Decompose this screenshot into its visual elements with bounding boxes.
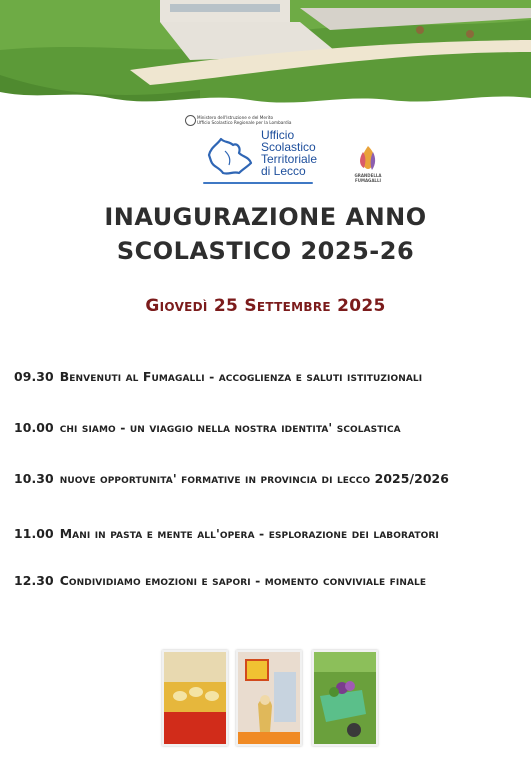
ministry-line: Ministero dell'Istruzione e del Merito [197, 115, 274, 120]
lombardy-map-icon [203, 127, 261, 185]
photo-table-setting [162, 650, 228, 746]
title-line: INAUGURAZIONE ANNO [104, 203, 427, 231]
schedule-item [14, 526, 439, 541]
schedule-item [14, 471, 449, 486]
ministry-header [197, 115, 307, 125]
event-title [0, 200, 531, 268]
office-name: Ufficio Scolastico Territoriale di Lecco [261, 128, 318, 178]
hero-campus-photo [0, 0, 531, 110]
fumagalli-logo [346, 144, 390, 194]
schedule-time: 10.00 [14, 420, 54, 435]
schedule-item [14, 420, 401, 435]
logo-underline [203, 182, 313, 184]
photo-classroom-art [236, 650, 302, 746]
schedule-time: 12.30 [14, 573, 54, 588]
schedule-text: nuove opportunita' formative in provincia di lecco 2025/2026 [59, 471, 450, 486]
photo-garden-wheelbarrow [312, 650, 378, 746]
schedule-item [14, 369, 422, 384]
logos-row [0, 110, 531, 190]
schedule-text: Mani in pasta e mente all'opera - esplorazione dei laboratori [59, 526, 439, 541]
schedule-time: 09.30 [14, 369, 54, 384]
ufficio-scolastico-logo [183, 115, 323, 189]
title-line: SCOLASTICO 2025-26 [116, 237, 415, 265]
event-date: Giovedì 25 Settembre 2025 [145, 296, 386, 316]
partner-name: GRANDELLA FUMAGALLI [354, 173, 382, 183]
ministry-line: Ufficio Scolastico Regionale per la Lombardia [197, 120, 292, 125]
schedule-text: Benvenuti al Fumagalli - accoglienza e saluti istituzionali [59, 369, 423, 384]
photo-strip [162, 650, 382, 742]
schedule-text: chi siamo - un viaggio nella nostra identita' scolastica [59, 420, 401, 435]
schedule-item [14, 573, 426, 588]
schedule-time: 11.00 [14, 526, 54, 541]
flame-icon [346, 144, 390, 174]
republic-emblem-icon [185, 115, 196, 126]
schedule-time: 10.30 [14, 471, 54, 486]
schedule-text: Condividiamo emozioni e sapori - momento conviviale finale [59, 573, 427, 588]
